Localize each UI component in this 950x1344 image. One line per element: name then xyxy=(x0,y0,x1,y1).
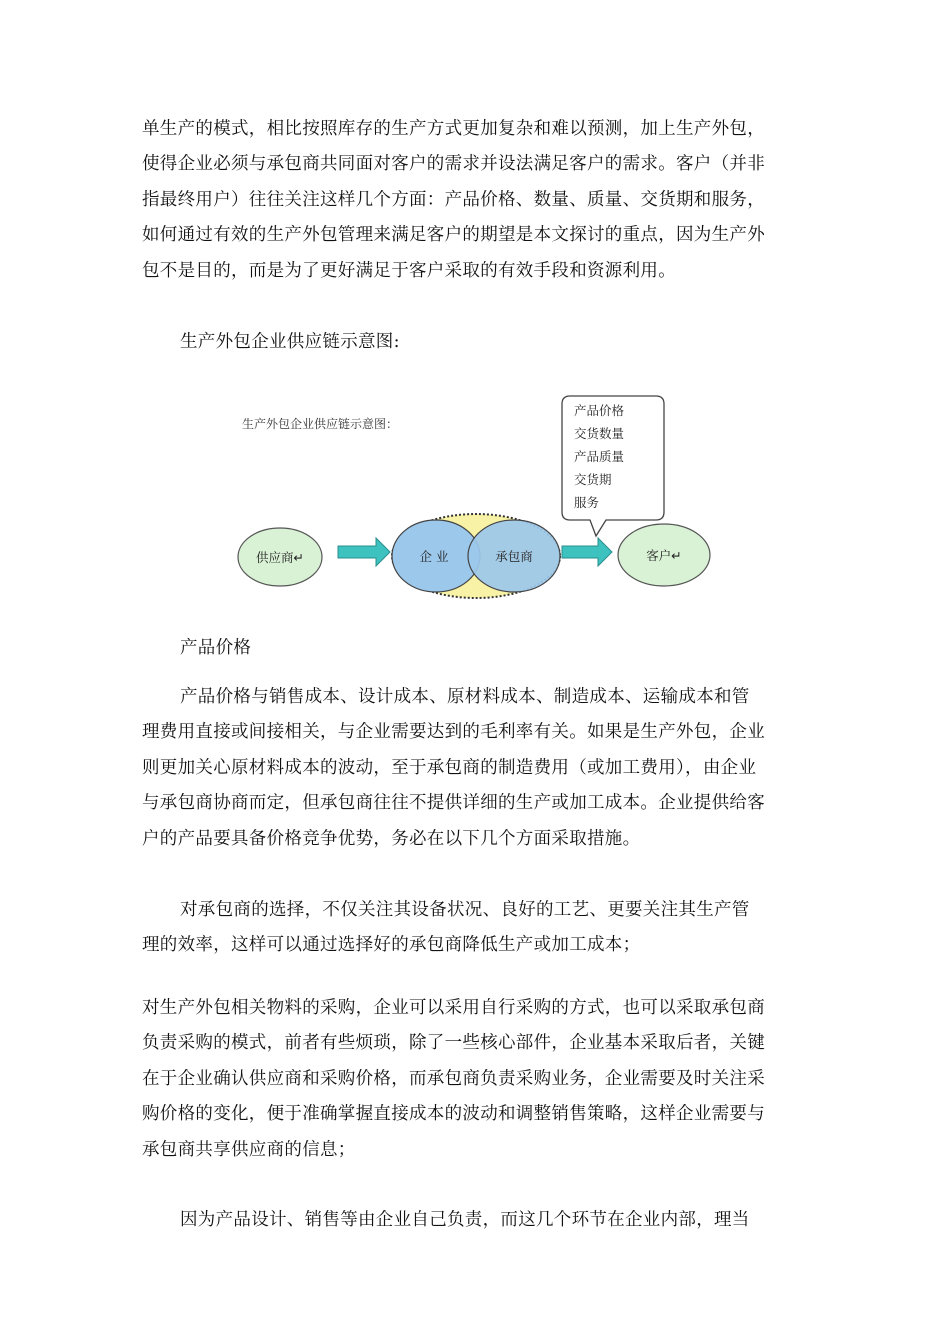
callout-item-quantity: 交货数量 xyxy=(574,426,625,441)
callout-item-service: 服务 xyxy=(574,495,600,510)
text-line: 指最终用户）往往关注这样几个方面：产品价格、数量、质量、交货期和服务， xyxy=(142,189,765,210)
paragraph-design-sales xyxy=(142,1203,814,1238)
text-line: 理的效率，这样可以通过选择好的承包商降低生产或加工成本； xyxy=(142,935,641,956)
text-line: 购价格的变化，便于准确掌握直接成本的波动和调整销售策略，这样企业需要与 xyxy=(142,1104,765,1125)
paragraph-intro xyxy=(142,112,814,289)
text-line: 户的产品要具备价格竞争优势，务必在以下几个方面采取措施。 xyxy=(142,828,641,849)
paragraph-price xyxy=(142,680,814,857)
text-line: 负责采购的模式，前者有些烦琐，除了一些核心部件，企业基本采取后者，关键 xyxy=(142,1033,765,1054)
contractor-label: 承包商 xyxy=(495,549,533,564)
section-heading: 产品价格 xyxy=(180,638,252,658)
text-line: 使得企业必须与承包商共同面对客户的需求并设法满足客户的需求。客户（并非 xyxy=(142,154,765,175)
diagram-canvas xyxy=(228,388,718,606)
paragraph-procurement xyxy=(142,991,814,1168)
text-line: 如何通过有效的生产外包管理来满足客户的期望是本文探讨的重点，因为生产外 xyxy=(142,225,765,246)
text-line: 包不是目的，而是为了更好满足于客户采取的有效手段和资源利用。 xyxy=(142,260,676,281)
text-line: 承包商共享供应商的信息； xyxy=(142,1139,356,1160)
callout-item-delivery: 交货期 xyxy=(574,472,612,487)
text-line: 对承包商的选择，不仅关注其设备状况、良好的工艺、更要关注其生产管 xyxy=(180,900,750,920)
text-line: 产品价格与销售成本、设计成本、原材料成本、制造成本、运输成本和管 xyxy=(180,687,750,707)
text-line: 对生产外包相关物料的采购，企业可以采用自行采购的方式，也可以采取承包商 xyxy=(142,998,765,1018)
callout-item-price: 产品价格 xyxy=(574,403,625,418)
text-line: 因为产品设计、销售等由企业自己负责，而这几个环节在企业内部，理当 xyxy=(180,1210,750,1230)
figure-caption: 生产外包企业供应链示意图: xyxy=(180,332,400,352)
text-line: 在于企业确认供应商和采购价格，而承包商负责采购业务，企业需要及时关注采 xyxy=(142,1068,765,1089)
text-line: 理费用直接或间接相关，与企业需要达到的毛利率有关。如果是生产外包，企业 xyxy=(142,722,765,743)
arrow-contractor-to-customer xyxy=(562,538,612,566)
callout-item-quality: 产品质量 xyxy=(574,449,625,464)
arrow-supplier-to-enterprise xyxy=(338,538,390,566)
text-line: 与承包商协商而定，但承包商往往不提供详细的生产或加工成本。企业提供给客 xyxy=(142,793,765,814)
text-line: 单生产的模式，相比按照库存的生产方式更加复杂和难以预测，加上生产外包， xyxy=(142,119,765,139)
supplier-label: 供应商↵ xyxy=(256,550,304,565)
enterprise-label: 企 业 xyxy=(419,549,449,564)
diagram-title: 生产外包企业供应链示意图： xyxy=(242,417,399,431)
paragraph-contractor-selection xyxy=(142,893,814,964)
supply-chain-diagram xyxy=(228,388,718,606)
text-line: 则更加关心原材料成本的波动，至于承包商的制造费用（或加工费用），由企业 xyxy=(142,757,757,778)
customer-label: 客户↵ xyxy=(646,548,682,563)
